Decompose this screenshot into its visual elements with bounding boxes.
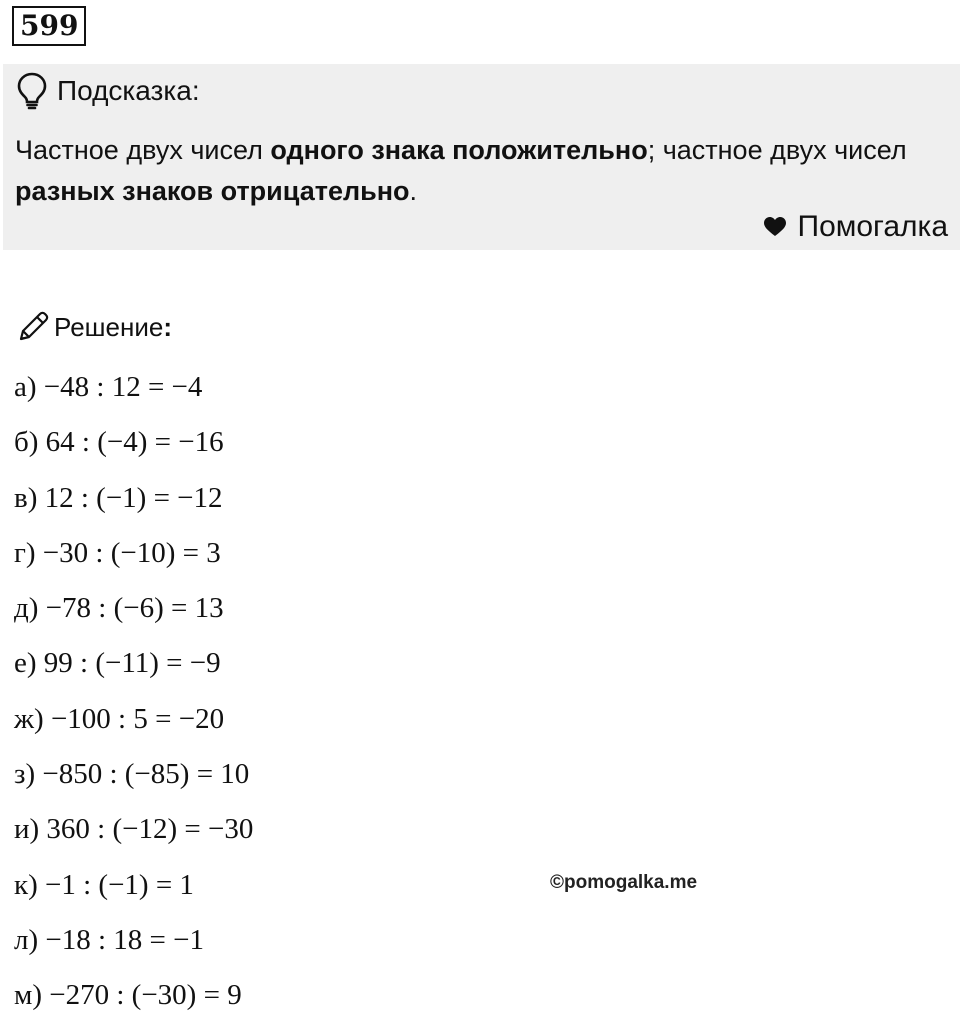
hint-title: Подсказка: bbox=[57, 75, 200, 106]
solution-line: г) −30 : (−10) = 3 bbox=[14, 536, 221, 569]
solution-line: а) −48 : 12 = −4 bbox=[14, 371, 203, 403]
heart-icon bbox=[764, 217, 786, 237]
hint-text-bold: одного знака положительно bbox=[270, 135, 648, 165]
solution-line: д) −78 : (−6) = 13 bbox=[14, 592, 224, 625]
hint-text-part: Частное двух чисел bbox=[15, 135, 271, 165]
solution-colon: : bbox=[163, 311, 172, 342]
solution-header bbox=[16, 310, 172, 344]
solution-line: в) 12 : (−1) = −12 bbox=[14, 481, 223, 514]
hint-text bbox=[15, 130, 945, 212]
solution-line: л) −18 : 18 = −1 bbox=[14, 923, 205, 956]
pencil-icon bbox=[16, 310, 50, 344]
credit-label: Помогалка bbox=[797, 210, 948, 243]
solution-line: з) −850 : (−85) = 10 bbox=[14, 758, 250, 791]
solution-title: Решение bbox=[54, 311, 164, 342]
solution-lines bbox=[14, 360, 253, 1024]
lightbulb-icon bbox=[17, 72, 47, 110]
watermark: ©pomogalka.me bbox=[550, 872, 698, 893]
hint-header bbox=[17, 72, 200, 110]
solution-line: ж) −100 : 5 = −20 bbox=[14, 702, 225, 735]
hint-text-bold: разных знаков отрицательно bbox=[15, 176, 410, 206]
credit bbox=[764, 210, 949, 244]
solution-line: м) −270 : (−30) = 9 bbox=[14, 979, 242, 1012]
solution-line: и) 360 : (−12) = −30 bbox=[14, 813, 254, 846]
hint-text-part: ; частное двух чисел bbox=[647, 135, 907, 165]
solution-line: е) 99 : (−11) = −9 bbox=[14, 647, 221, 680]
task-number: 599 bbox=[12, 6, 86, 46]
hint-text-part: . bbox=[409, 176, 418, 206]
solution-line: к) −1 : (−1) = 1 bbox=[14, 868, 194, 901]
solution-line: б) 64 : (−4) = −16 bbox=[14, 426, 224, 459]
hint-box bbox=[3, 64, 960, 250]
